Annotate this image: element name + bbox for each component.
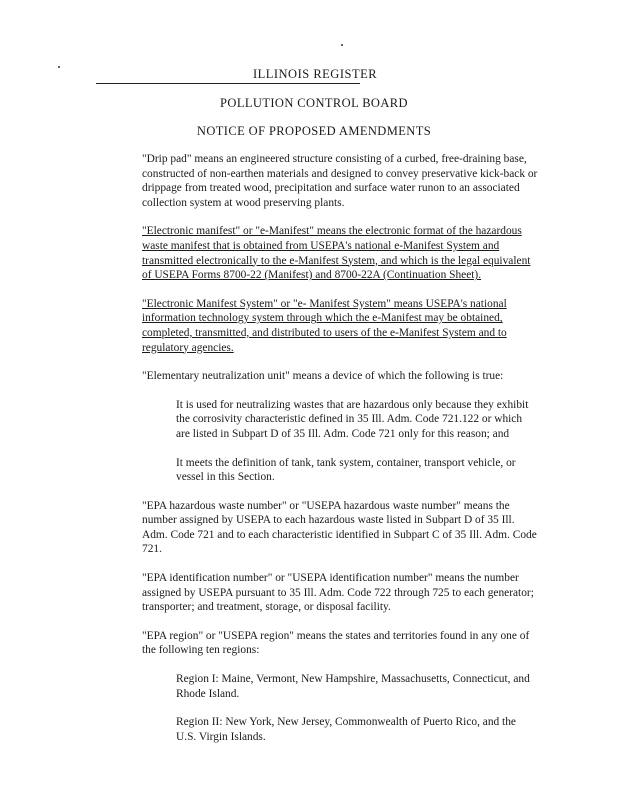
definition-epa-identification-number: "EPA identification number" or "USEPA identification number" means the number assigned by USEPA pursuant to 35 Ill. Adm. Code 722 through 725 to each generator; transporter; and treatment, storage, or disposal facility. [142,572,534,614]
definition-electronic-manifest-system: "Electronic Manifest System" or "e- Manifest System" means USEPA's national information technology system through which the e-Manifest may be obtained, completed, transmitted, and distributed to users of the e-Manifest System and to regulatory agencies. [142,297,507,354]
definition-item: It meets the definition of tank, tank system, container, transport vehicle, or vessel in this Section. [176,456,516,484]
definition-epa-region: "EPA region" or "USEPA region" means the states and territories found in any one of the following ten regions: [142,629,530,657]
notice-title: NOTICE OF PROPOSED AMENDMENTS [196,124,432,138]
document-body [142,152,542,758]
scan-speck [341,44,343,46]
definition-epa-hazardous-waste-number: "EPA hazardous waste number" or "USEPA hazardous waste number" means the number assigned by USEPA to each hazardous waste listed in Subpart D of 35 Ill. Adm. Code 721 and to each characteristic identified in Subpart C of 35 Ill. Adm. Code 721. [142,499,537,556]
definition-item: It is used for neutralizing wastes that are hazardous only because they exhibit the corrosivity characteristic defined in 35 Ill. Adm. Code 721.122 or which are listed in Subpart D of 35 Ill. Adm. Code 721 only for this reason; and [176,398,529,440]
register-title: ILLINOIS REGISTER [252,67,378,81]
definition-electronic-manifest: "Electronic manifest" or "e-Manifest" means the electronic format of the hazardous waste manifest that is obtained from USEPA's national e-Manifest System and transmitted electronically to the e-Manifest System, and which is the legal equivalent of USEPA Forms 8700-22 (Manifest) and 8700-22A (Continuation Sheet). [142,225,531,282]
region-item: Region I: Maine, Vermont, New Hampshire, Massachusetts, Connecticut, and Rhode Island. [176,673,530,700]
definition-drip-pad: "Drip pad" means an engineered structure consisting of a curbed, free-draining base, constructed of non-earthen materials and designed to convey preservative kick-back or drippage from treated wood, precipitation and surface water runon to an associated collection system at wood preserving plants. [142,153,538,209]
definition-elementary-neutralization: "Elementary neutralization unit" means a device of which the following is true: [142,370,504,383]
header-rule [96,83,360,84]
region-item: Region II: New York, New Jersey, Commonwealth of Puerto Rico, and the U.S. Virgin Islands. [176,716,516,743]
board-title: POLLUTION CONTROL BOARD [220,96,408,110]
